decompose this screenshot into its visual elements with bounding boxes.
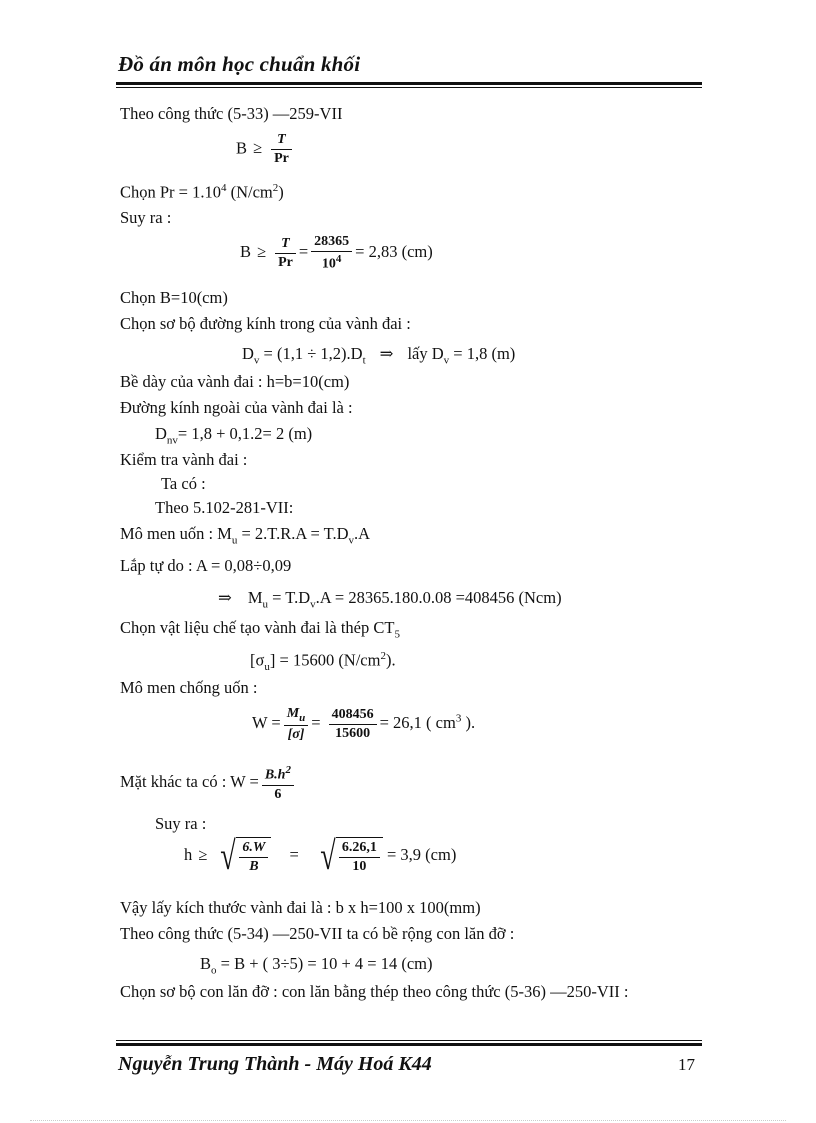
text-line: Lắp tự do : A = 0,08÷0,09 <box>120 556 292 575</box>
fraction: $\frac{T}{Pr}$ <box>271 132 292 167</box>
formula-Mu-result: ⇒ $M_u = T.D_v.A = 28365.180.0.08 =408456$ (Ncm) <box>218 588 562 611</box>
formula-W-Bh2: Mặt khác ta có : W = $\frac{B.h^2}{6}$ <box>120 764 297 803</box>
text-line: Theo 5.102-281-VII: <box>155 498 294 517</box>
sqrt-icon: √ <box>320 833 336 878</box>
text-line: Bề dày của vành đai : h=b=10(cm) <box>120 372 350 391</box>
text-line: Chọn $Pr = 1.10^4$ $(N/cm^2)$ <box>120 182 284 202</box>
text-line: Mô men chống uốn : <box>120 678 258 697</box>
formula-sigma: $[\sigma_u] = 15600$ $(N/cm^2)$. <box>250 650 396 673</box>
text-line: Chọn vật liệu chế tạo vành đai là thép $CT_5$ <box>120 618 400 641</box>
sqrt-icon: √ <box>220 833 237 878</box>
text-line: Suy ra : <box>155 814 207 833</box>
formula-Dnv: $D_{nv}= 1,8 + 0,1.2= 2$ (m) <box>155 424 313 447</box>
footer-rule-thin <box>116 1040 702 1041</box>
text-line: Chọn B=10(cm) <box>120 288 228 307</box>
text-line: Theo công thức (5-34) —250-VII ta có bề rộng con lăn đỡ : <box>120 924 515 943</box>
text-line: Đường kính ngoài của vành đai là : <box>120 398 353 417</box>
formula-Bo: $B_o = B$ + ( 3÷5) = 10 + 4 = 14 (cm) <box>200 954 433 977</box>
text-line: Chọn sơ bộ đường kính trong của vành đai : <box>120 314 411 333</box>
implies-arrow-icon: ⇒ <box>218 588 232 607</box>
formula-B-result: B ≥ $\frac{T}{Pr}$ = $\frac{28365}{10^4}$ = 2,83 (cm) <box>240 234 433 272</box>
header-rule-thin <box>116 87 702 88</box>
text-line: Suy ra : <box>120 208 172 227</box>
text-line: Chọn sơ bộ con lăn đỡ : con lăn bằng thép theo công thức (5-36) —250-VII : <box>120 982 629 1001</box>
page-bottom-dotted-line <box>30 1120 786 1121</box>
footer-rule-thick <box>116 1043 702 1046</box>
page-header-title: Đồ án môn học chuẩn khối <box>118 52 361 76</box>
page-number: 17 <box>678 1055 695 1074</box>
formula-Dv: $D_v = (1,1 \div 1,2).D_t$ ⇒ lấy $D_v = 1,8$ (m) <box>242 344 516 367</box>
formula-h: h ≥ √ $\frac{6.W}{B}$ = √ $\frac{6.26,1}{10}$ = 3,9 (cm) <box>184 833 457 878</box>
formula-Mu: Mô men uốn : $M_u = 2.T.R.A = T.D_v.A$ <box>120 524 371 547</box>
formula-B-ge-T-Pr: B ≥ $\frac{T}{Pr}$ <box>236 132 295 167</box>
footer-author: Nguyễn Trung Thành - Máy Hoá K44 <box>118 1053 432 1075</box>
formula-W: W = $\frac{M_u}{[\sigma]}$ = $\frac{408456}{15600}$ = 26,1 ( $cm^3$ ). <box>252 706 476 742</box>
text-line: Vậy lấy kích thước vành đai là : b x h=100 x 100(mm) <box>120 898 481 917</box>
header-rule-thick <box>116 82 702 85</box>
text-line: Theo công thức (5-33) —259-VII <box>120 104 343 123</box>
text-line: Kiểm tra vành đai : <box>120 450 248 469</box>
text-line: Ta có : <box>161 474 206 493</box>
implies-arrow-icon: ⇒ <box>379 344 394 363</box>
